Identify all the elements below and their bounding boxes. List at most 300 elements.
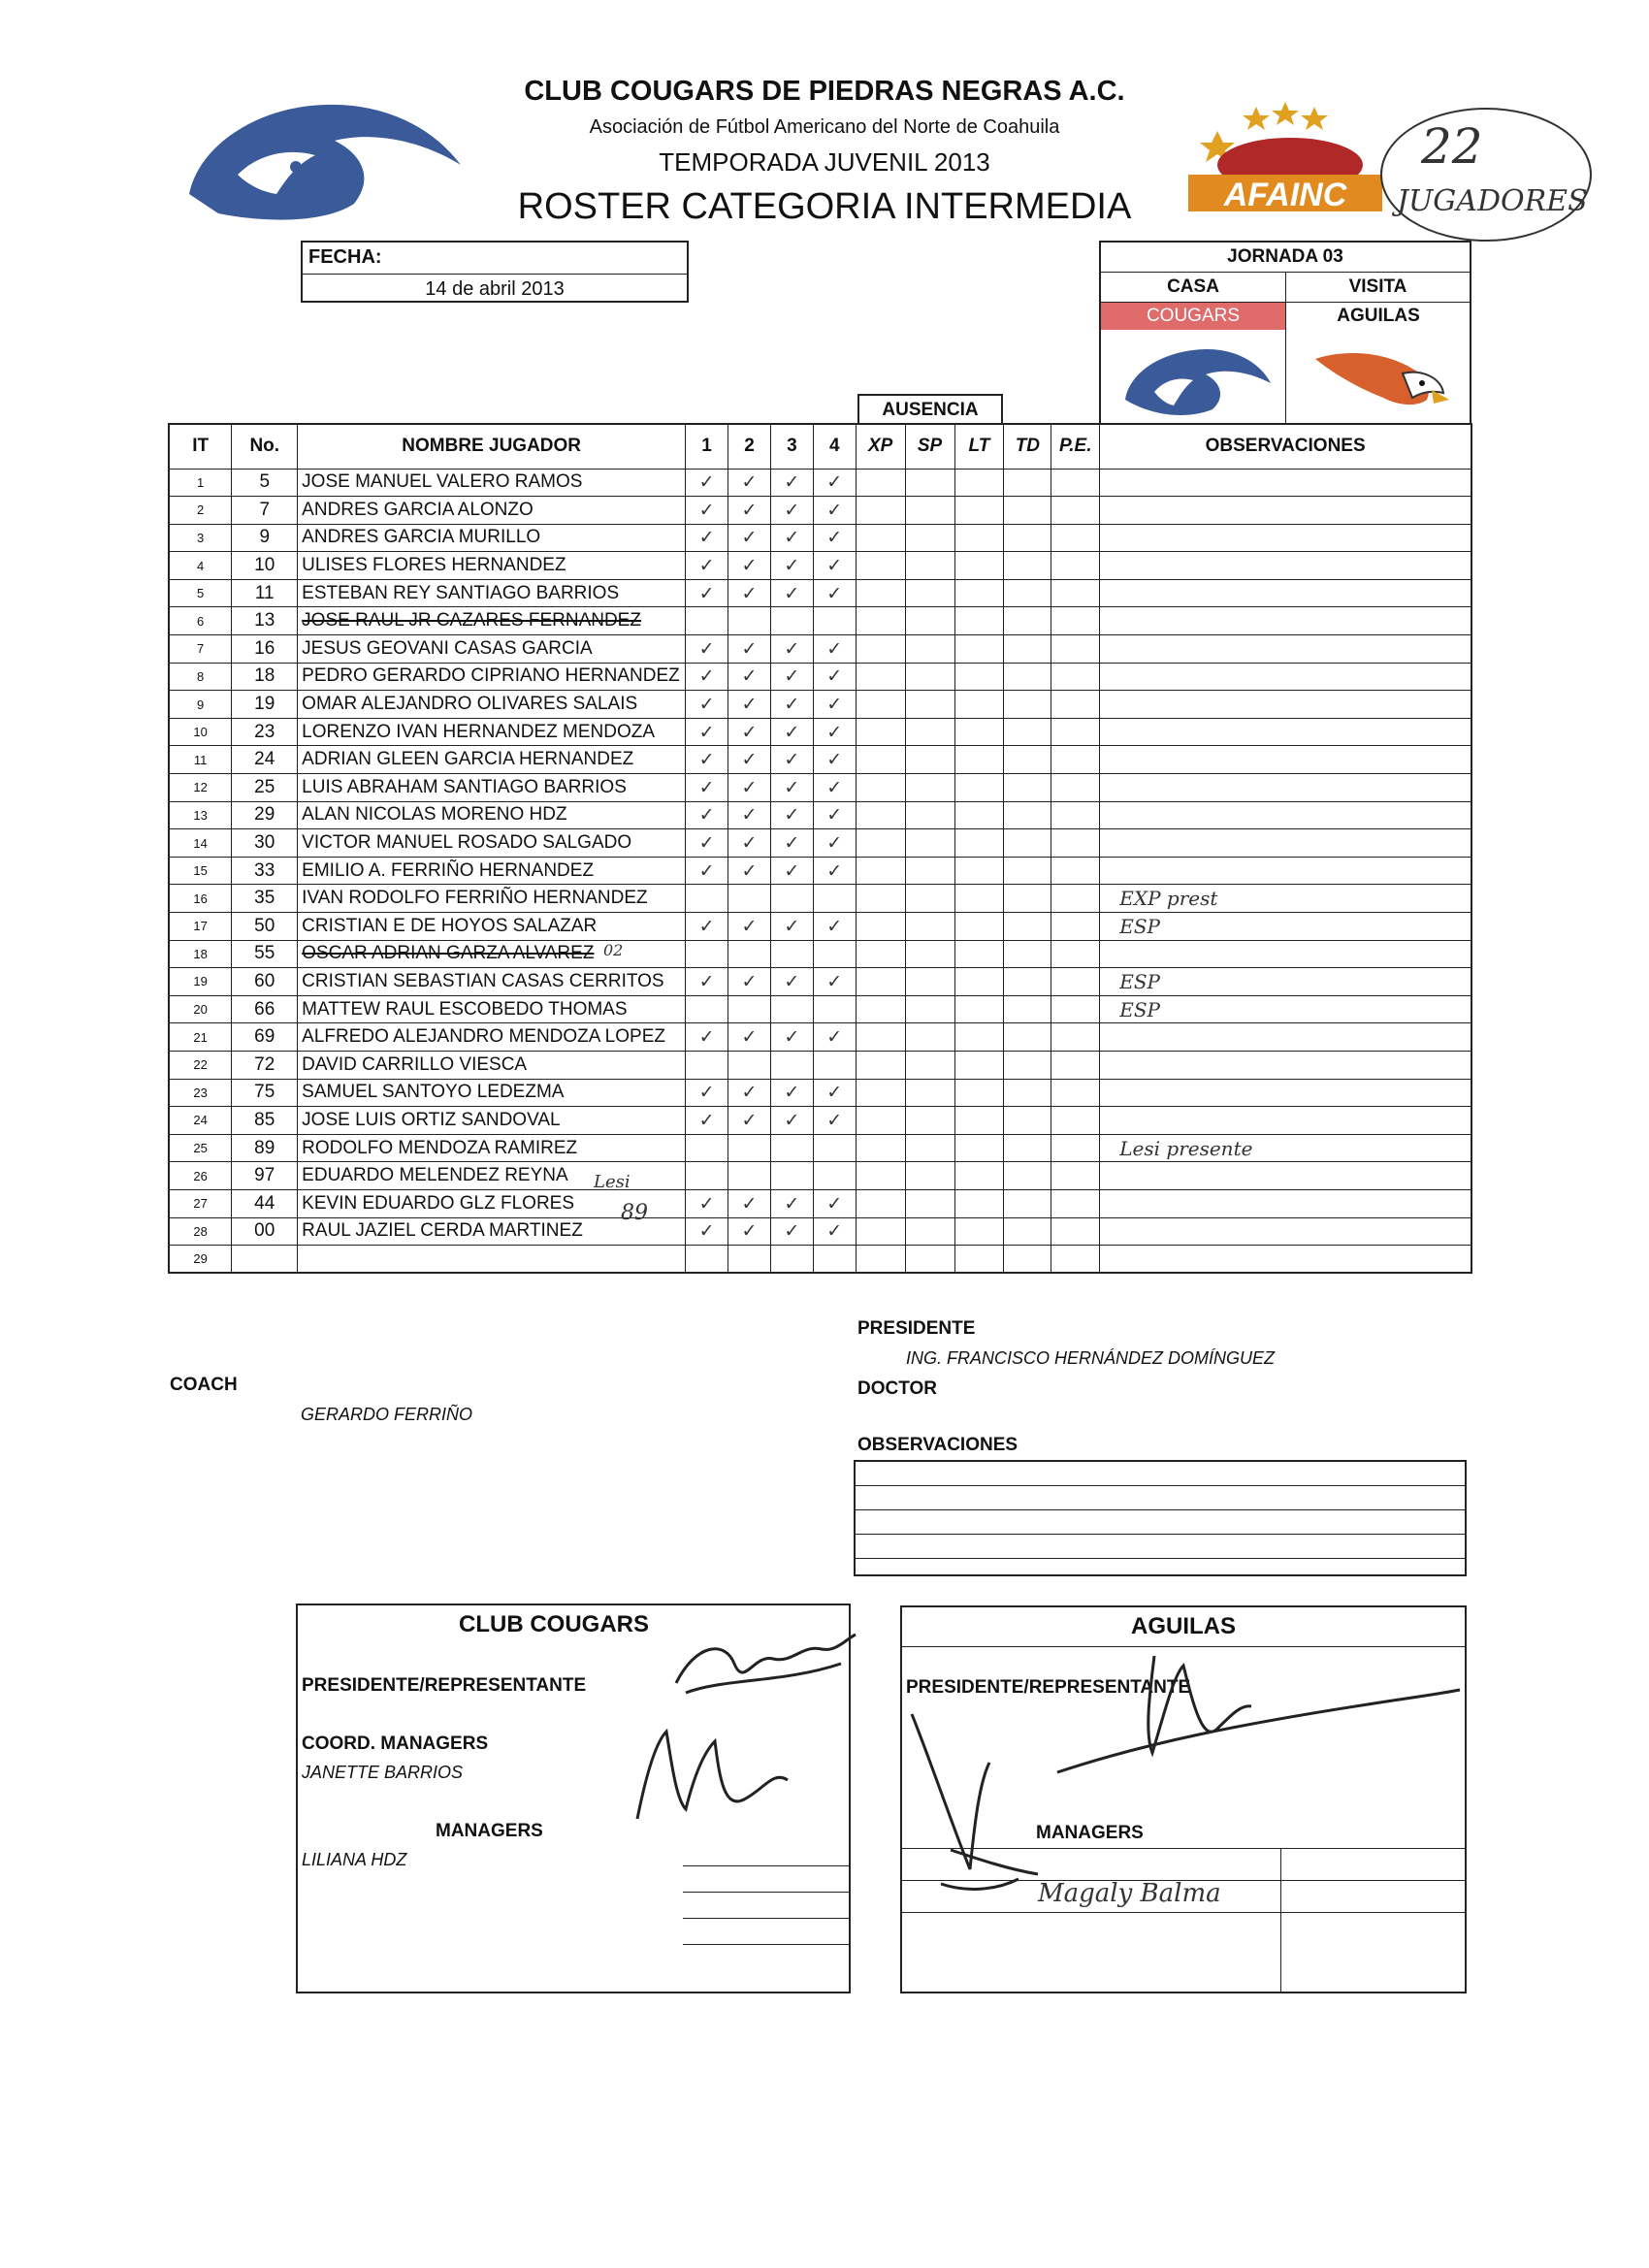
- row-it: 16: [169, 885, 232, 913]
- row-sp: [905, 1189, 954, 1217]
- row-q2-check: ✓: [728, 524, 771, 552]
- row-pe: [1051, 857, 1100, 885]
- row-player-name: PEDRO GERARDO CIPRIANO HERNANDEZ: [298, 663, 686, 691]
- row-player-name: ANDRES GARCIA MURILLO: [298, 524, 686, 552]
- row-it: 4: [169, 552, 232, 580]
- row-player-name: EMILIO A. FERRIÑO HERNANDEZ: [298, 857, 686, 885]
- row-number: 30: [232, 829, 298, 858]
- row-pe: [1051, 885, 1100, 913]
- row-observaciones: [1100, 1217, 1471, 1246]
- row-q3-check: ✓: [770, 469, 813, 497]
- row-lt: [954, 579, 1004, 607]
- row-observaciones: [1100, 524, 1471, 552]
- row-td: [1004, 968, 1051, 996]
- row-observaciones: [1100, 552, 1471, 580]
- home-coord-signature: [618, 1712, 812, 1838]
- row-q4-check: ✓: [813, 857, 856, 885]
- row-q1-check: [686, 1134, 728, 1162]
- row-observaciones: [1100, 691, 1471, 719]
- away-managers-name: Magaly Balma: [1038, 1879, 1221, 1908]
- afainc-logo-text: AFAINC: [1223, 177, 1347, 213]
- home-managers-name: LILIANA HDZ: [302, 1850, 407, 1869]
- row-lt: [954, 1189, 1004, 1217]
- row-sp: [905, 579, 954, 607]
- row-q4-check: [813, 940, 856, 968]
- row-lt: [954, 691, 1004, 719]
- row-xp: [856, 885, 905, 913]
- jornada-box: [1099, 241, 1471, 425]
- row-q4-check: [813, 607, 856, 635]
- row-q4-check: ✓: [813, 635, 856, 664]
- row-player-name: ADRIAN GLEEN GARCIA HERNANDEZ: [298, 746, 686, 774]
- row-sp: [905, 524, 954, 552]
- ausencia-label: AUSENCIA: [857, 394, 1003, 423]
- row-q4-check: ✓: [813, 829, 856, 858]
- row-observaciones: [1100, 1162, 1471, 1190]
- table-row: [169, 691, 1471, 719]
- row-q3-check: [770, 1051, 813, 1079]
- home-coord-label: COORD. MANAGERS: [302, 1733, 489, 1754]
- row-lt: [954, 857, 1004, 885]
- row-q2-check: ✓: [728, 497, 771, 525]
- row-q3-check: [770, 1246, 813, 1274]
- row-q2-check: ✓: [728, 691, 771, 719]
- row-lt: [954, 663, 1004, 691]
- row-pe: [1051, 607, 1100, 635]
- row-pe: [1051, 579, 1100, 607]
- away-managers-label: MANAGERS: [1036, 1823, 1144, 1843]
- row-lt: [954, 469, 1004, 497]
- row-q3-check: ✓: [770, 1217, 813, 1246]
- table-row: [169, 995, 1471, 1023]
- row-q4-check: ✓: [813, 1189, 856, 1217]
- row-player-name: RODOLFO MENDOZA RAMIREZ: [298, 1134, 686, 1162]
- table-row: [169, 1246, 1471, 1274]
- row-observaciones: [1100, 1023, 1471, 1052]
- row-observaciones: EXP prest: [1100, 885, 1471, 913]
- table-row: [169, 663, 1471, 691]
- row-it: 25: [169, 1134, 232, 1162]
- row-observaciones: [1100, 1189, 1471, 1217]
- row-observaciones: [1100, 1051, 1471, 1079]
- row-lt: [954, 635, 1004, 664]
- row-q4-check: ✓: [813, 691, 856, 719]
- row-q4-check: ✓: [813, 718, 856, 746]
- row-td: [1004, 1023, 1051, 1052]
- row-q4-check: ✓: [813, 1217, 856, 1246]
- row-observaciones: [1100, 857, 1471, 885]
- row-xp: [856, 857, 905, 885]
- row-lt: [954, 940, 1004, 968]
- association-name: Asociación de Fútbol Americano del Norte de Coahuila: [589, 116, 1060, 138]
- row-lt: [954, 1107, 1004, 1135]
- row-q2-check: ✓: [728, 663, 771, 691]
- row-q3-check: ✓: [770, 774, 813, 802]
- home-pres-label: PRESIDENTE/REPRESENTANTE: [302, 1675, 587, 1696]
- row-td: [1004, 579, 1051, 607]
- row-q3-check: ✓: [770, 829, 813, 858]
- row-xp: [856, 1246, 905, 1274]
- row-q4-check: ✓: [813, 524, 856, 552]
- header-q1: 1: [686, 424, 728, 469]
- row-td: [1004, 497, 1051, 525]
- row-sp: [905, 885, 954, 913]
- row-pe: [1051, 968, 1100, 996]
- row-q4-check: [813, 1051, 856, 1079]
- row-q1-check: ✓: [686, 579, 728, 607]
- row-q2-check: ✓: [728, 635, 771, 664]
- row-lt: [954, 1134, 1004, 1162]
- row-number: 25: [232, 774, 298, 802]
- row-it: 23: [169, 1079, 232, 1107]
- row-q3-check: ✓: [770, 1023, 813, 1052]
- table-row: [169, 801, 1471, 829]
- row-observaciones: [1100, 635, 1471, 664]
- row-it: 24: [169, 1107, 232, 1135]
- row-player-name: OSCAR ADRIAN GARZA ALVAREZ: [298, 940, 686, 968]
- row-q3-check: [770, 1134, 813, 1162]
- table-row: [169, 940, 1471, 968]
- row-td: [1004, 1107, 1051, 1135]
- row-player-name: CRISTIAN SEBASTIAN CASAS CERRITOS: [298, 968, 686, 996]
- coach-label: COACH: [170, 1375, 238, 1395]
- row-q3-check: ✓: [770, 497, 813, 525]
- header-q3: 3: [770, 424, 813, 469]
- row-xp: [856, 913, 905, 941]
- row-it: 9: [169, 691, 232, 719]
- row-q1-check: [686, 940, 728, 968]
- row-pe: [1051, 774, 1100, 802]
- row-pe: [1051, 995, 1100, 1023]
- row-number: 5: [232, 469, 298, 497]
- table-row: [169, 1079, 1471, 1107]
- visita-label: VISITA: [1348, 276, 1407, 297]
- table-row: [169, 885, 1471, 913]
- row-pe: [1051, 801, 1100, 829]
- row-td: [1004, 552, 1051, 580]
- table-row: [169, 635, 1471, 664]
- header-it: IT: [169, 424, 232, 469]
- row-pe: [1051, 913, 1100, 941]
- row-q3-check: ✓: [770, 635, 813, 664]
- row-q4-check: ✓: [813, 469, 856, 497]
- row-xp: [856, 968, 905, 996]
- row-xp: [856, 663, 905, 691]
- row-number: 44: [232, 1189, 298, 1217]
- row-q2-check: ✓: [728, 1079, 771, 1107]
- row-number: 66: [232, 995, 298, 1023]
- row-q4-check: ✓: [813, 1079, 856, 1107]
- away-title: AGUILAS: [902, 1613, 1465, 1647]
- away-pres-label: PRESIDENTE/REPRESENTANTE: [906, 1677, 1191, 1698]
- row-sp: [905, 552, 954, 580]
- row-sp: [905, 663, 954, 691]
- row-player-name: JOSE MANUEL VALERO RAMOS: [298, 469, 686, 497]
- row-xp: [856, 635, 905, 664]
- row-observaciones: ESP: [1100, 968, 1471, 996]
- doctor-label: DOCTOR: [857, 1378, 937, 1399]
- row-lt: [954, 746, 1004, 774]
- row-td: [1004, 829, 1051, 858]
- row-sp: [905, 1217, 954, 1246]
- row-number: 50: [232, 913, 298, 941]
- row-pe: [1051, 940, 1100, 968]
- row-q4-check: [813, 1134, 856, 1162]
- table-row: [169, 1134, 1471, 1162]
- row-player-name: OMAR ALEJANDRO OLIVARES SALAIS: [298, 691, 686, 719]
- row-q2-check: ✓: [728, 801, 771, 829]
- row-number: 29: [232, 801, 298, 829]
- row-q2-check: ✓: [728, 829, 771, 858]
- row-observaciones: [1100, 829, 1471, 858]
- hand-note-row25: Lesi: [594, 1172, 630, 1192]
- roster-title: ROSTER CATEGORIA INTERMEDIA: [517, 186, 1132, 227]
- row-td: [1004, 691, 1051, 719]
- row-xp: [856, 774, 905, 802]
- row-player-name: JOSE RAUL JR CAZARES FERNANDEZ: [298, 607, 686, 635]
- row-pe: [1051, 1217, 1100, 1246]
- row-pe: [1051, 552, 1100, 580]
- row-observaciones: [1100, 801, 1471, 829]
- table-row: [169, 469, 1471, 497]
- row-player-name: CRISTIAN E DE HOYOS SALAZAR: [298, 913, 686, 941]
- row-player-name: ANDRES GARCIA ALONZO: [298, 497, 686, 525]
- row-q1-check: ✓: [686, 691, 728, 719]
- row-xp: [856, 691, 905, 719]
- row-lt: [954, 968, 1004, 996]
- row-it: 6: [169, 607, 232, 635]
- row-pe: [1051, 1051, 1100, 1079]
- handwritten-players: JUGADORES: [1397, 184, 1588, 218]
- row-pe: [1051, 1079, 1100, 1107]
- table-row: [169, 497, 1471, 525]
- row-number: 72: [232, 1051, 298, 1079]
- observaciones-label: OBSERVACIONES: [857, 1435, 1018, 1455]
- table-row: [169, 1217, 1471, 1246]
- row-q1-check: ✓: [686, 663, 728, 691]
- row-sp: [905, 801, 954, 829]
- row-player-name: LORENZO IVAN HERNANDEZ MENDOZA: [298, 718, 686, 746]
- row-td: [1004, 1134, 1051, 1162]
- header-name: NOMBRE JUGADOR: [298, 424, 686, 469]
- row-observaciones: [1100, 1107, 1471, 1135]
- row-q1-check: ✓: [686, 1189, 728, 1217]
- row-q1-check: [686, 995, 728, 1023]
- table-row: [169, 1051, 1471, 1079]
- row-q1-check: ✓: [686, 968, 728, 996]
- row-pe: [1051, 469, 1100, 497]
- row-observaciones: [1100, 469, 1471, 497]
- row-td: [1004, 663, 1051, 691]
- row-lt: [954, 829, 1004, 858]
- row-pe: [1051, 829, 1100, 858]
- row-player-name: IVAN RODOLFO FERRIÑO HERNANDEZ: [298, 885, 686, 913]
- row-it: 5: [169, 579, 232, 607]
- row-sp: [905, 469, 954, 497]
- row-q3-check: [770, 995, 813, 1023]
- row-xp: [856, 718, 905, 746]
- row-q2-check: [728, 995, 771, 1023]
- header-q4: 4: [813, 424, 856, 469]
- home-president-signature: [666, 1625, 860, 1712]
- row-player-name: MATTEW RAUL ESCOBEDO THOMAS: [298, 995, 686, 1023]
- home-managers-label: MANAGERS: [436, 1821, 543, 1841]
- home-signature-box: [296, 1604, 851, 1993]
- row-q4-check: ✓: [813, 1107, 856, 1135]
- fecha-box: [301, 241, 689, 303]
- row-q2-check: ✓: [728, 1217, 771, 1246]
- row-sp: [905, 1162, 954, 1190]
- row-xp: [856, 1079, 905, 1107]
- row-it: 17: [169, 913, 232, 941]
- row-xp: [856, 1051, 905, 1079]
- row-sp: [905, 1051, 954, 1079]
- row-q4-check: [813, 1246, 856, 1274]
- row-sp: [905, 635, 954, 664]
- row-number: 23: [232, 718, 298, 746]
- row-q1-check: ✓: [686, 718, 728, 746]
- row-sp: [905, 857, 954, 885]
- row-observaciones: [1100, 579, 1471, 607]
- row-it: 18: [169, 940, 232, 968]
- row-pe: [1051, 1162, 1100, 1190]
- row-observaciones: [1100, 497, 1471, 525]
- row-q2-check: [728, 1246, 771, 1274]
- handwritten-oval: [1377, 102, 1600, 252]
- row-q3-check: ✓: [770, 691, 813, 719]
- roster-header-row: [169, 424, 1471, 469]
- row-player-name: ALAN NICOLAS MORENO HDZ: [298, 801, 686, 829]
- row-pe: [1051, 691, 1100, 719]
- row-q1-check: ✓: [686, 524, 728, 552]
- row-observaciones: [1100, 607, 1471, 635]
- row-q2-check: [728, 1051, 771, 1079]
- table-row: [169, 1162, 1471, 1190]
- header-sp: SP: [905, 424, 954, 469]
- row-q1-check: ✓: [686, 913, 728, 941]
- row-q2-check: [728, 940, 771, 968]
- table-row: [169, 829, 1471, 858]
- row-q2-check: ✓: [728, 1023, 771, 1052]
- row-xp: [856, 746, 905, 774]
- row-td: [1004, 1051, 1051, 1079]
- row-it: 1: [169, 469, 232, 497]
- row-lt: [954, 1162, 1004, 1190]
- row-sp: [905, 995, 954, 1023]
- row-q1-check: ✓: [686, 497, 728, 525]
- row-xp: [856, 497, 905, 525]
- row-it: 8: [169, 663, 232, 691]
- row-q3-check: [770, 607, 813, 635]
- handwritten-count: 22: [1421, 118, 1483, 175]
- row-observaciones: [1100, 774, 1471, 802]
- row-it: 13: [169, 801, 232, 829]
- table-row: [169, 552, 1471, 580]
- row-xp: [856, 469, 905, 497]
- row-lt: [954, 1051, 1004, 1079]
- row-it: 20: [169, 995, 232, 1023]
- row-td: [1004, 913, 1051, 941]
- row-sp: [905, 1134, 954, 1162]
- row-pe: [1051, 1246, 1100, 1274]
- row-q1-check: ✓: [686, 829, 728, 858]
- row-it: 3: [169, 524, 232, 552]
- row-q3-check: ✓: [770, 579, 813, 607]
- row-xp: [856, 1107, 905, 1135]
- row-it: 26: [169, 1162, 232, 1190]
- row-lt: [954, 552, 1004, 580]
- visita-team: AGUILAS: [1337, 306, 1420, 326]
- row-q1-check: ✓: [686, 774, 728, 802]
- row-it: 10: [169, 718, 232, 746]
- row-sp: [905, 1079, 954, 1107]
- row-q4-check: [813, 885, 856, 913]
- row-q3-check: [770, 940, 813, 968]
- row-q2-check: ✓: [728, 913, 771, 941]
- aguilas-logo: [1286, 330, 1471, 423]
- row-number: 24: [232, 746, 298, 774]
- fecha-value: 14 de abril 2013: [425, 278, 565, 300]
- row-q1-check: ✓: [686, 1079, 728, 1107]
- row-sp: [905, 1023, 954, 1052]
- row-q1-check: ✓: [686, 1107, 728, 1135]
- row-sp: [905, 1107, 954, 1135]
- row-number: 69: [232, 1023, 298, 1052]
- row-sp: [905, 968, 954, 996]
- row-td: [1004, 524, 1051, 552]
- row-pe: [1051, 1134, 1100, 1162]
- table-row: [169, 774, 1471, 802]
- row-td: [1004, 718, 1051, 746]
- row-pe: [1051, 746, 1100, 774]
- row-it: 2: [169, 497, 232, 525]
- row-td: [1004, 1217, 1051, 1246]
- row-q2-check: [728, 1134, 771, 1162]
- roster-table: [168, 423, 1472, 1274]
- row-td: [1004, 746, 1051, 774]
- row-sp: [905, 718, 954, 746]
- row-lt: [954, 913, 1004, 941]
- row-q2-check: [728, 1162, 771, 1190]
- row-pe: [1051, 718, 1100, 746]
- row-q2-check: ✓: [728, 718, 771, 746]
- row-xp: [856, 524, 905, 552]
- row-xp: [856, 940, 905, 968]
- header-td: TD: [1004, 424, 1051, 469]
- row-player-name: RAUL JAZIEL CERDA MARTINEZ: [298, 1217, 686, 1246]
- hand-note-row17: 02: [603, 941, 624, 959]
- row-player-name: KEVIN EDUARDO GLZ FLORES: [298, 1189, 686, 1217]
- row-pe: [1051, 663, 1100, 691]
- table-row: [169, 524, 1471, 552]
- hand-note-row26: 89: [621, 1201, 648, 1225]
- row-q3-check: [770, 885, 813, 913]
- row-observaciones: ESP: [1100, 995, 1471, 1023]
- row-q3-check: ✓: [770, 968, 813, 996]
- row-pe: [1051, 1189, 1100, 1217]
- row-xp: [856, 801, 905, 829]
- row-td: [1004, 885, 1051, 913]
- row-q3-check: ✓: [770, 746, 813, 774]
- row-q1-check: [686, 885, 728, 913]
- table-row: [169, 1023, 1471, 1052]
- away-president-signature: [1048, 1636, 1465, 1782]
- row-player-name: ESTEBAN REY SANTIAGO BARRIOS: [298, 579, 686, 607]
- table-row: [169, 718, 1471, 746]
- row-pe: [1051, 524, 1100, 552]
- home-coord-name: JANETTE BARRIOS: [302, 1763, 464, 1782]
- row-number: 9: [232, 524, 298, 552]
